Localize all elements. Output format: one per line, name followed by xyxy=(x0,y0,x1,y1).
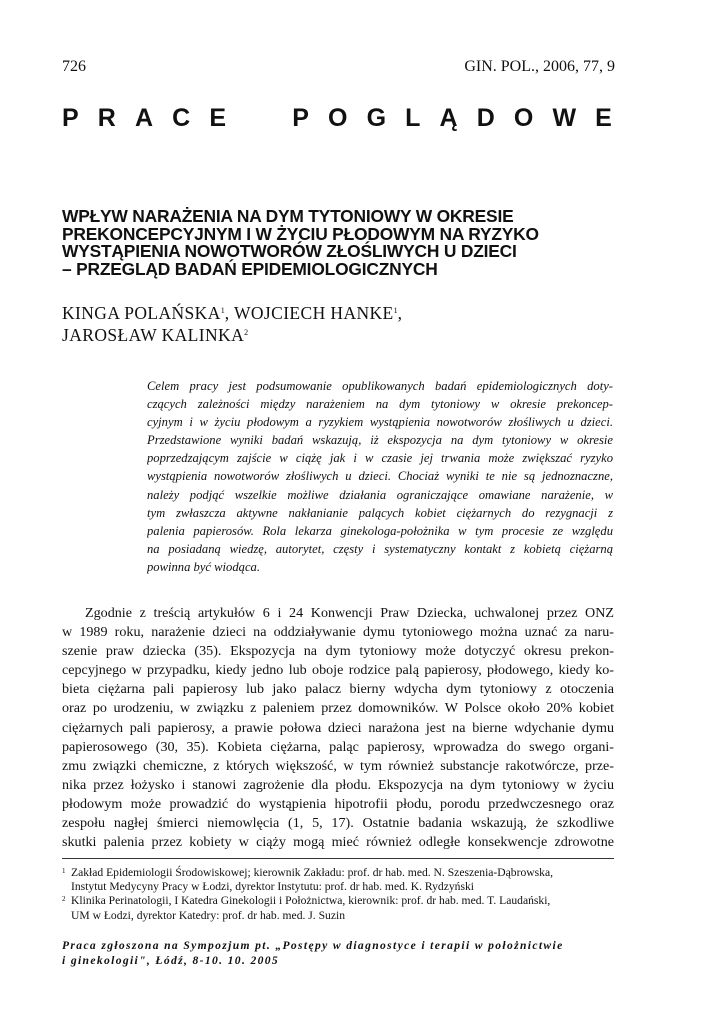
author-line xyxy=(62,323,622,345)
title-line: WYSTĄPIENIA NOWOTWORÓW ZŁOŚLIWYCH U DZIECI xyxy=(62,241,517,261)
body-line: zmu związki chemiczne, z których większość, w tym również substancje rakotwórcze, prze- xyxy=(62,757,614,774)
body-line: ciężarnych pali papierosy, a prawie połowa dzieci narażona jest na bierne wdychanie dymu xyxy=(62,719,614,736)
body-line: Zgodnie z treścią artykułów 6 i 24 Konwencji Praw Dziecka, uchwalonej przez ONZ xyxy=(85,605,614,621)
body-line: papierosowego (30, 35). Kobieta ciężarna, paląc papierosy, wprowadza do swego organi- xyxy=(62,738,614,755)
section-letter: E xyxy=(595,104,612,132)
body-line: nika przez łożysko i stanowi zagrożenie dla płodu. Ekspozycja na dym tytoniowy w życiu xyxy=(62,776,614,793)
section-letter: Ą xyxy=(439,104,458,132)
abstract xyxy=(147,377,613,576)
abstract-line: poprzedzającym zajście w ciążę jak i w czasie jej trwania może zwiększać ryzyko xyxy=(147,451,613,466)
author-list xyxy=(62,301,622,345)
abstract-line: Celem pracy jest podsumowanie opublikowanych badań epidemiologicznych doty- xyxy=(147,379,613,393)
author-name: , WOJCIECH HANKE xyxy=(224,303,394,323)
section-letter: A xyxy=(134,104,154,132)
footnotes xyxy=(62,866,614,923)
body-paragraph xyxy=(62,604,614,852)
abstract-line: wystąpienia nowotworów złośliwych u dzieci. Chociaż wyniki te nie są jednoznaczne, xyxy=(147,469,613,484)
section-letter: R xyxy=(97,104,116,132)
page-number: 726 xyxy=(62,58,86,75)
author-separator: , xyxy=(397,303,403,323)
affiliation-mark: 2 xyxy=(244,328,249,337)
section-letter: W xyxy=(552,104,577,132)
body-line: szenie praw dziecka (35). Ekspozycja na dym tytoniowy może dotyczyć okresu prekon- xyxy=(62,643,614,660)
footnote-line: Zakład Epidemiologii Środowiskowej; kierownik Zakładu: prof. dr hab. med. N. Szeszenia-Dąbrowska, xyxy=(71,866,553,879)
section-letter: L xyxy=(405,104,421,132)
title-line: – PRZEGLĄD BADAŃ EPIDEMIOLOGICZNYCH xyxy=(62,258,438,279)
footnote xyxy=(62,894,614,922)
footnote-mark: 1 xyxy=(62,867,66,875)
abstract-line: na posiadaną wiedzę, autorytet, częsty i systematyczny kontakt z kobietą ciężarną xyxy=(147,541,613,556)
abstract-line: Przedstawione wyniki badań wskazują, iż ekspozycja na dym tytoniowy w okresie xyxy=(147,433,613,448)
body-line: zespołu nagłej śmierci niemowlęcia (1, 5, 17). Ostatnie badania wskazują, że szkodliwe xyxy=(62,815,614,832)
affiliation-mark: 1 xyxy=(393,306,398,315)
body-line: w 1989 roku, narażenie dzieci na oddziaływanie dymu tytoniowego można uznać za naru- xyxy=(62,624,614,641)
footnote-line: Instytut Medycyny Pracy w Łodzi, dyrektor Instytutu: prof. dr hab. med. K. Rydzyński xyxy=(71,880,474,894)
abstract-line: należy podjąć wszelkie możliwe działania ograniczające omawiane narażenie, w xyxy=(147,487,613,502)
section-heading xyxy=(62,104,612,133)
body-line: cepcyjnego w przypadku, kiedy jedno lub oboje rodzice palą papierosy, płodowego, kiedy ko- xyxy=(62,662,614,679)
body-line: skutki palenia przez kobiety w ciąży mogą mieć również odległe konsekwencje zdrowotne xyxy=(62,834,614,851)
footnote-line: UM w Łodzi, dyrektor Katedry: prof. dr hab. med. J. Suzin xyxy=(71,908,346,922)
footnote-line: Klinika Perinatologii, I Katedra Ginekologii i Położnictwa, kierownik: prof. dr hab. med. T. Laudański, xyxy=(71,894,551,908)
body-line: oraz po urodzeniu, w związku z paleniem przez domowników. W Polsce około 20% kobiet xyxy=(62,700,614,717)
footnote-mark: 2 xyxy=(62,895,66,904)
symposium-note xyxy=(62,938,622,968)
note-line: i ginekologii", Łódź, 8-10. 10. 2005 xyxy=(62,954,280,967)
author-name: JAROSŁAW KALINKA xyxy=(62,325,245,345)
running-head xyxy=(62,58,615,80)
abstract-line: tym zwłaszcza aktywne nakłanianie palących kobiet ciężarnych do rezygnacji z xyxy=(147,505,613,520)
section-letter: D xyxy=(476,104,495,132)
footnote-divider xyxy=(62,858,614,859)
section-letter: P xyxy=(292,104,309,132)
article-title xyxy=(62,208,622,278)
abstract-line: powinna być wiodąca. xyxy=(147,559,260,574)
title-line: PREKONCEPCYJNYM I W ŻYCIU PŁODOWYM NA RYZYKO xyxy=(62,223,539,244)
abstract-line: czących zależności między narażeniem na dym tytoniowy w okresie prekoncep- xyxy=(147,397,613,412)
author-line xyxy=(62,301,622,323)
section-letter: E xyxy=(209,104,226,132)
abstract-line: palenia papierosów. Rola lekarza ginekologa-położnika w tym procesie ze względu xyxy=(147,523,613,538)
note-line: Praca zgłoszona na Sympozjum pt. „Postępy w diagnostyce i terapii w położnictwie xyxy=(62,939,564,952)
footnote xyxy=(62,866,614,894)
title-line: WPŁYW NARAŻENIA NA DYM TYTONIOWY W OKRESIE xyxy=(62,206,514,226)
journal-reference: GIN. POL., 2006, 77, 9 xyxy=(464,58,615,75)
affiliation-mark: 1 xyxy=(220,306,225,315)
body-line: płodowym może prowadzić do wystąpienia hipotrofii płodu, porodu przedwczesnego oraz xyxy=(62,795,614,812)
author-name: KINGA POLAŃSKA xyxy=(62,303,221,323)
abstract-line: cyjnym i w życiu płodowym a ryzykiem wystąpienia nowotworów złośliwych u dzieci. xyxy=(147,415,613,430)
body-line: bieta ciężarna pali papierosy lub jako palacz bierny wdycha dym tytoniowy z otoczenia xyxy=(62,681,614,698)
section-word-gap xyxy=(245,104,273,133)
section-letter: P xyxy=(62,104,79,132)
section-letter: O xyxy=(328,104,348,132)
section-letter: G xyxy=(366,104,387,132)
section-letter: C xyxy=(172,104,191,132)
section-letter: O xyxy=(513,104,534,132)
